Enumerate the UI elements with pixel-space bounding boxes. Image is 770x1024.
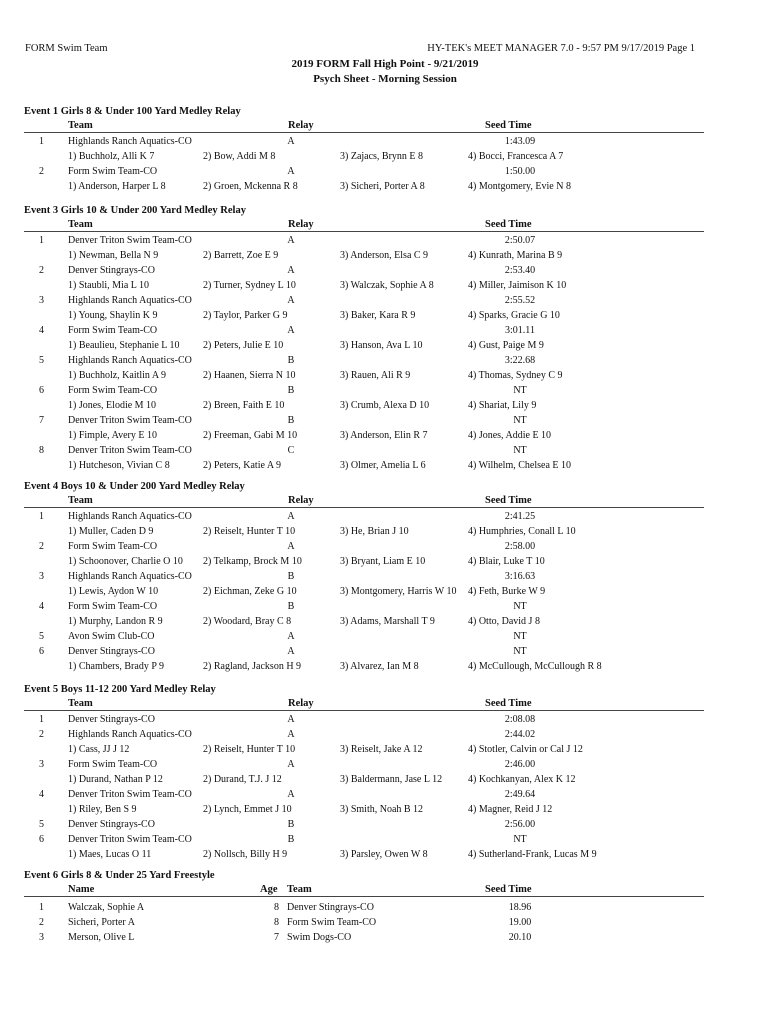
column-header-seed-time: Seed Time — [485, 120, 532, 131]
entry-team: Form Swim Team-CO — [68, 601, 158, 612]
relay-swimmer: 1) Buchholz, Alli K 7 — [68, 151, 155, 162]
entry-rank: 1 — [39, 902, 44, 913]
entry-team: Highlands Ranch Aquatics-CO — [68, 136, 192, 147]
entry-relay-letter: A — [287, 511, 295, 522]
column-header-relay: Relay — [288, 698, 314, 709]
relay-swimmer: 3) Baldermann, Jase L 12 — [340, 774, 443, 785]
swimmer-name: Walczak, Sophie A — [68, 902, 145, 913]
entry-seed-time: 2:08.08 — [504, 714, 536, 725]
entry-rank: 6 — [39, 834, 44, 845]
relay-swimmer: 1) Durand, Nathan P 12 — [68, 774, 163, 785]
relay-swimmer: 4) Sparks, Gracie G 10 — [468, 310, 560, 321]
entry-seed-time: NT — [513, 834, 527, 845]
entry-rank: 2 — [39, 729, 44, 740]
relay-swimmer: 3) Rauen, Ali R 9 — [340, 370, 411, 381]
relay-swimmer: 3) Baker, Kara R 9 — [340, 310, 416, 321]
entry-seed-time: NT — [513, 631, 527, 642]
entry-team: Form Swim Team-CO — [68, 759, 158, 770]
relay-swimmer: 2) Taylor, Parker G 9 — [203, 310, 288, 321]
entry-relay-letter: A — [287, 789, 295, 800]
entry-relay-letter: A — [287, 646, 295, 657]
relay-swimmer: 4) Wilhelm, Chelsea E 10 — [468, 460, 572, 471]
entry-rank: 2 — [39, 166, 44, 177]
header-rule — [24, 896, 704, 897]
relay-swimmer: 2) Barrett, Zoe E 9 — [203, 250, 279, 261]
entry-seed-time: 2:44.02 — [504, 729, 536, 740]
entry-relay-letter: A — [287, 631, 295, 642]
relay-swimmer: 1) Beaulieu, Stephanie L 10 — [68, 340, 180, 351]
swimmer-age: 8 — [274, 902, 279, 913]
entry-rank: 2 — [39, 541, 44, 552]
column-header-seed-time: Seed Time — [485, 219, 532, 230]
entry-team: Denver Triton Swim Team-CO — [68, 235, 192, 246]
entry-rank: 2 — [39, 265, 44, 276]
entry-team: Highlands Ranch Aquatics-CO — [68, 571, 192, 582]
relay-swimmer: 2) Reiselt, Hunter T 10 — [203, 744, 296, 755]
entry-team: Form Swim Team-CO — [68, 541, 158, 552]
column-header-relay: Relay — [288, 219, 314, 230]
entry-seed-time: 2:50.07 — [504, 235, 536, 246]
relay-swimmer: 3) Olmer, Amelia L 6 — [340, 460, 426, 471]
relay-swimmer: 2) Peters, Katie A 9 — [203, 460, 282, 471]
entry-relay-letter: B — [287, 355, 295, 366]
entry-relay-letter: A — [287, 235, 295, 246]
relay-swimmer: 4) Blair, Luke T 10 — [468, 556, 545, 567]
relay-swimmer: 4) Kunrath, Marina B 9 — [468, 250, 563, 261]
entry-seed-time: 18.96 — [508, 902, 532, 913]
relay-swimmer: 1) Riley, Ben S 9 — [68, 804, 137, 815]
entry-rank: 8 — [39, 445, 44, 456]
relay-swimmer: 4) Stotler, Calvin or Cal J 12 — [468, 744, 583, 755]
entry-seed-time: 2:46.00 — [504, 759, 536, 770]
entry-team: Swim Dogs-CO — [287, 932, 352, 943]
entry-rank: 5 — [39, 631, 44, 642]
event-title: Event 4 Boys 10 & Under 200 Yard Medley Relay — [24, 481, 245, 492]
relay-swimmer: 2) Lynch, Emmet J 10 — [203, 804, 292, 815]
entry-rank: 4 — [39, 789, 44, 800]
entry-rank: 6 — [39, 646, 44, 657]
relay-swimmer: 1) Murphy, Landon R 9 — [68, 616, 163, 627]
entry-rank: 2 — [39, 917, 44, 928]
relay-swimmer: 2) Woodard, Bray C 8 — [203, 616, 292, 627]
header-rule — [24, 231, 704, 232]
entry-seed-time: NT — [513, 385, 527, 396]
entry-team: Denver Triton Swim Team-CO — [68, 445, 192, 456]
entry-relay-letter: B — [287, 571, 295, 582]
relay-swimmer: 1) Newman, Bella N 9 — [68, 250, 159, 261]
entry-relay-letter: A — [287, 136, 295, 147]
entry-rank: 3 — [39, 295, 44, 306]
entry-team: Denver Triton Swim Team-CO — [68, 789, 192, 800]
relay-swimmer: 3) Smith, Noah B 12 — [340, 804, 424, 815]
entry-rank: 4 — [39, 601, 44, 612]
entry-team: Denver Triton Swim Team-CO — [68, 415, 192, 426]
relay-swimmer: 3) Sicheri, Porter A 8 — [340, 181, 425, 192]
relay-swimmer: 3) Zajacs, Brynn E 8 — [340, 151, 424, 162]
relay-swimmer: 2) Eichman, Zeke G 10 — [203, 586, 297, 597]
relay-swimmer: 1) Buchholz, Kaitlin A 9 — [68, 370, 167, 381]
relay-swimmer: 3) Anderson, Elsa C 9 — [340, 250, 429, 261]
entry-team: Form Swim Team-CO — [68, 166, 158, 177]
relay-swimmer: 3) Crumb, Alexa D 10 — [340, 400, 430, 411]
relay-swimmer: 4) Otto, David J 8 — [468, 616, 540, 627]
entry-relay-letter: B — [287, 834, 295, 845]
entry-rank: 1 — [39, 511, 44, 522]
relay-swimmer: 4) McCullough, McCullough R 8 — [468, 661, 602, 672]
entry-rank: 1 — [39, 136, 44, 147]
entry-rank: 1 — [39, 235, 44, 246]
relay-swimmer: 2) Telkamp, Brock M 10 — [203, 556, 302, 567]
column-header-seed-time: Seed Time — [485, 698, 532, 709]
relay-swimmer: 3) Adams, Marshall T 9 — [340, 616, 435, 627]
relay-swimmer: 1) Anderson, Harper L 8 — [68, 181, 166, 192]
entry-seed-time: 2:53.40 — [504, 265, 536, 276]
entry-team: Form Swim Team-CO — [68, 325, 158, 336]
column-header-team: Team — [68, 219, 93, 230]
relay-swimmer: 4) Magner, Reid J 12 — [468, 804, 553, 815]
relay-swimmer: 3) Bryant, Liam E 10 — [340, 556, 426, 567]
swimmer-name: Sicheri, Porter A — [68, 917, 135, 928]
event-title: Event 1 Girls 8 & Under 100 Yard Medley Relay — [24, 106, 241, 117]
entry-relay-letter: B — [287, 601, 295, 612]
entry-relay-letter: A — [287, 759, 295, 770]
entry-team: Highlands Ranch Aquatics-CO — [68, 355, 192, 366]
relay-swimmer: 2) Breen, Faith E 10 — [203, 400, 285, 411]
entry-relay-letter: A — [287, 166, 295, 177]
relay-swimmer: 4) Bocci, Francesca A 7 — [468, 151, 564, 162]
header-rule — [24, 710, 704, 711]
relay-swimmer: 1) Muller, Caden D 9 — [68, 526, 154, 537]
entry-seed-time: 19.00 — [508, 917, 532, 928]
entry-seed-time: 2:41.25 — [504, 511, 536, 522]
relay-swimmer: 4) Gust, Paige M 9 — [468, 340, 544, 351]
entry-rank: 3 — [39, 759, 44, 770]
entry-team: Highlands Ranch Aquatics-CO — [68, 295, 192, 306]
relay-swimmer: 2) Freeman, Gabi M 10 — [203, 430, 298, 441]
entry-relay-letter: B — [287, 415, 295, 426]
entry-team: Denver Stingrays-CO — [68, 646, 155, 657]
entry-seed-time: 3:22.68 — [504, 355, 536, 366]
entry-seed-time: NT — [513, 646, 527, 657]
entry-seed-time: 2:56.00 — [504, 819, 536, 830]
entry-seed-time: 2:49.64 — [504, 789, 536, 800]
entry-relay-letter: A — [287, 295, 295, 306]
entry-seed-time: NT — [513, 601, 527, 612]
entry-rank: 1 — [39, 714, 44, 725]
column-header-seed-time: Seed Time — [485, 495, 532, 506]
relay-swimmer: 3) Anderson, Elin R 7 — [340, 430, 428, 441]
entry-seed-time: NT — [513, 445, 527, 456]
relay-swimmer: 3) Reiselt, Jake A 12 — [340, 744, 423, 755]
entry-relay-letter: A — [287, 714, 295, 725]
entry-relay-letter: A — [287, 325, 295, 336]
relay-swimmer: 1) Lewis, Aydon W 10 — [68, 586, 159, 597]
header-rule — [24, 507, 704, 508]
entry-team: Denver Stingrays-CO — [68, 714, 155, 725]
entry-team: Denver Stingrays-CO — [68, 265, 155, 276]
entry-relay-letter: C — [287, 445, 295, 456]
column-header-age: Age — [260, 884, 278, 895]
relay-swimmer: 1) Jones, Elodie M 10 — [68, 400, 157, 411]
relay-swimmer: 2) Durand, T.J. J 12 — [203, 774, 282, 785]
entry-team: Denver Stingrays-CO — [287, 902, 374, 913]
relay-swimmer: 3) Alvarez, Ian M 8 — [340, 661, 419, 672]
relay-swimmer: 2) Haanen, Sierra N 10 — [203, 370, 296, 381]
entry-relay-letter: A — [287, 265, 295, 276]
column-header-team: Team — [287, 884, 312, 895]
entry-seed-time: 2:58.00 — [504, 541, 536, 552]
entry-rank: 7 — [39, 415, 44, 426]
relay-swimmer: 4) Thomas, Sydney C 9 — [468, 370, 563, 381]
relay-swimmer: 4) Miller, Jaimison K 10 — [468, 280, 567, 291]
entry-team: Denver Triton Swim Team-CO — [68, 834, 192, 845]
header-rule — [24, 132, 704, 133]
relay-swimmer: 3) Walczak, Sophie A 8 — [340, 280, 434, 291]
relay-swimmer: 2) Peters, Julie E 10 — [203, 340, 284, 351]
relay-swimmer: 4) Jones, Addie E 10 — [468, 430, 552, 441]
relay-swimmer: 3) Montgomery, Harris W 10 — [340, 586, 457, 597]
relay-swimmer: 1) Maes, Lucas O 11 — [68, 849, 152, 860]
relay-swimmer: 1) Hutcheson, Vivian C 8 — [68, 460, 170, 471]
entry-team: Highlands Ranch Aquatics-CO — [68, 511, 192, 522]
entry-team: Form Swim Team-CO — [287, 917, 377, 928]
column-header-team: Team — [68, 698, 93, 709]
column-header-name: Name — [68, 884, 95, 895]
entry-relay-letter: B — [287, 385, 295, 396]
entry-seed-time: 20.10 — [508, 932, 532, 943]
meet-manager-header: HY-TEK's MEET MANAGER 7.0 - 9:57 PM 9/17/2019 Page 1 — [427, 43, 695, 54]
column-header-team: Team — [68, 495, 93, 506]
relay-swimmer: 3) Hanson, Ava L 10 — [340, 340, 423, 351]
relay-swimmer: 2) Reiselt, Hunter T 10 — [203, 526, 296, 537]
relay-swimmer: 4) Shariat, Lily 9 — [468, 400, 537, 411]
relay-swimmer: 2) Bow, Addi M 8 — [203, 151, 276, 162]
column-header-relay: Relay — [288, 495, 314, 506]
entry-seed-time: 3:01.11 — [505, 325, 535, 336]
relay-swimmer: 4) Montgomery, Evie N 8 — [468, 181, 571, 192]
entry-team: Highlands Ranch Aquatics-CO — [68, 729, 192, 740]
entry-relay-letter: B — [287, 819, 295, 830]
entry-relay-letter: A — [287, 729, 295, 740]
entry-seed-time: 3:16.63 — [504, 571, 536, 582]
relay-swimmer: 4) Humphries, Conall L 10 — [468, 526, 576, 537]
relay-swimmer: 2) Nollsch, Billy H 9 — [203, 849, 288, 860]
event-title: Event 3 Girls 10 & Under 200 Yard Medley Relay — [24, 205, 246, 216]
relay-swimmer: 2) Groen, Mckenna R 8 — [203, 181, 298, 192]
swimmer-name: Merson, Olive L — [68, 932, 135, 943]
entry-relay-letter: A — [287, 541, 295, 552]
column-header-team: Team — [68, 120, 93, 131]
relay-swimmer: 1) Schoonover, Charlie O 10 — [68, 556, 183, 567]
swimmer-age: 7 — [274, 932, 279, 943]
relay-swimmer: 3) Parsley, Owen W 8 — [340, 849, 428, 860]
entry-rank: 3 — [39, 571, 44, 582]
relay-swimmer: 1) Staubli, Mia L 10 — [68, 280, 150, 291]
relay-swimmer: 1) Cass, JJ J 12 — [68, 744, 130, 755]
column-header-relay: Relay — [288, 120, 314, 131]
relay-swimmer: 2) Turner, Sydney L 10 — [203, 280, 296, 291]
entry-rank: 6 — [39, 385, 44, 396]
entry-team: Denver Stingrays-CO — [68, 819, 155, 830]
entry-rank: 5 — [39, 819, 44, 830]
entry-seed-time: 1:50.00 — [504, 166, 536, 177]
entry-rank: 4 — [39, 325, 44, 336]
relay-swimmer: 4) Feth, Burke W 9 — [468, 586, 546, 597]
relay-swimmer: 1) Chambers, Brady P 9 — [68, 661, 165, 672]
event-title: Event 6 Girls 8 & Under 25 Yard Freestyle — [24, 870, 215, 881]
relay-swimmer: 1) Fimple, Avery E 10 — [68, 430, 157, 441]
entry-team: Form Swim Team-CO — [68, 385, 158, 396]
swimmer-age: 8 — [274, 917, 279, 928]
team-name-header: FORM Swim Team — [25, 43, 108, 54]
relay-swimmer: 4) Sutherland-Frank, Lucas M 9 — [468, 849, 597, 860]
relay-swimmer: 1) Young, Shaylin K 9 — [68, 310, 158, 321]
entry-seed-time: 1:43.09 — [504, 136, 536, 147]
entry-rank: 5 — [39, 355, 44, 366]
entry-seed-time: 2:55.52 — [504, 295, 536, 306]
entry-seed-time: NT — [513, 415, 527, 426]
session-subtitle: Psych Sheet - Morning Session — [313, 73, 457, 85]
relay-swimmer: 2) Ragland, Jackson H 9 — [203, 661, 302, 672]
entry-team: Avon Swim Club-CO — [68, 631, 155, 642]
entry-rank: 3 — [39, 932, 44, 943]
relay-swimmer: 4) Kochkanyan, Alex K 12 — [468, 774, 576, 785]
event-title: Event 5 Boys 11-12 200 Yard Medley Relay — [24, 684, 216, 695]
relay-swimmer: 3) He, Brian J 10 — [340, 526, 409, 537]
column-header-seed-time: Seed Time — [485, 884, 532, 895]
meet-title: 2019 FORM Fall High Point - 9/21/2019 — [291, 58, 479, 70]
